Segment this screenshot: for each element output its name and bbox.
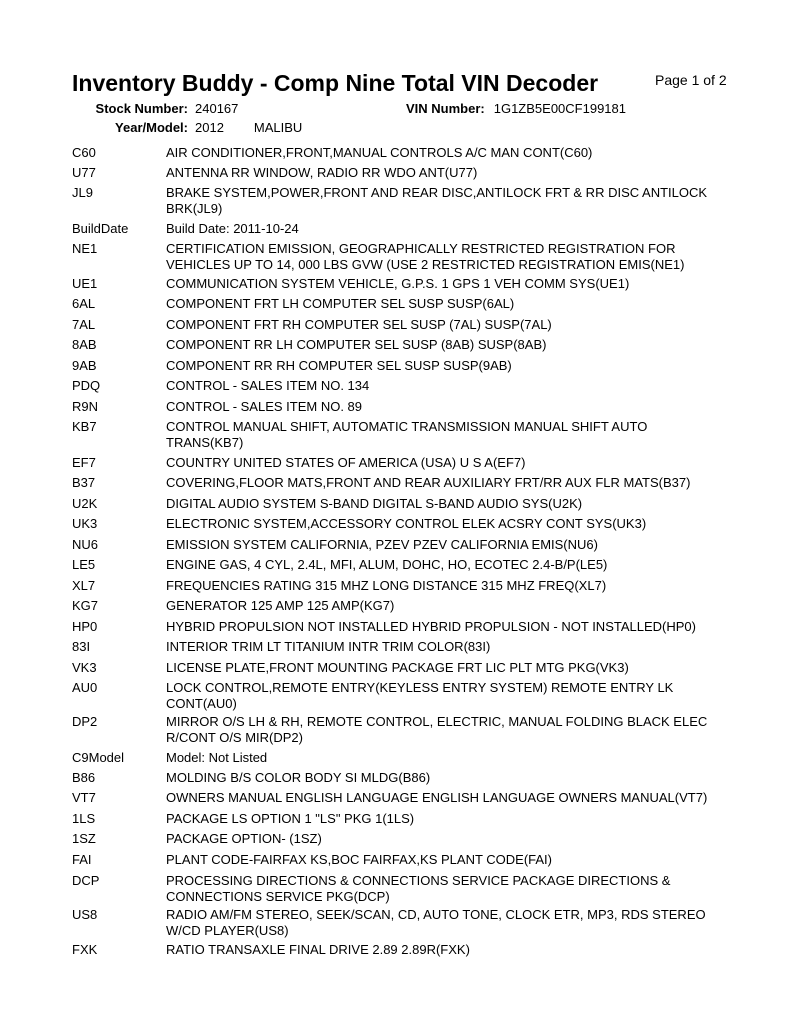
- option-description: CONTROL MANUAL SHIFT, AUTOMATIC TRANSMISSION MANUAL SHIFT AUTO TRANS(KB7): [166, 419, 648, 450]
- vin-number-value: 1G1ZB5E00CF199181: [493, 101, 626, 116]
- option-description: CONTROL - SALES ITEM NO. 134: [166, 378, 370, 393]
- option-code: 1SZ: [72, 831, 96, 846]
- option-description: BRAKE SYSTEM,POWER,FRONT AND REAR DISC,ANTILOCK FRT & RR DISC ANTILOCK BRK(JL9): [166, 185, 708, 216]
- option-code: AU0: [72, 680, 98, 695]
- option-code: U2K: [72, 496, 98, 511]
- option-code: C9Model: [72, 750, 125, 765]
- option-code: VK3: [72, 660, 97, 675]
- option-description: COMPONENT FRT RH COMPUTER SEL SUSP (7AL) SUSP(7AL): [166, 317, 552, 332]
- option-code: BuildDate: [72, 221, 129, 236]
- option-code: DCP: [72, 873, 100, 888]
- option-code: XL7: [72, 578, 96, 593]
- option-description: RADIO AM/FM STEREO, SEEK/SCAN, CD, AUTO TONE, CLOCK ETR, MP3, RDS STEREO W/CD PLAYER(US8): [166, 907, 706, 938]
- option-code: 83I: [72, 639, 91, 654]
- option-description: CONTROL - SALES ITEM NO. 89: [166, 399, 363, 414]
- option-description: COMPONENT RR RH COMPUTER SEL SUSP SUSP(9AB): [166, 358, 512, 373]
- option-description: DIGITAL AUDIO SYSTEM S-BAND DIGITAL S-BAND AUDIO SYS(U2K): [166, 496, 583, 511]
- option-code: NE1: [72, 241, 98, 256]
- option-code: C60: [72, 145, 96, 160]
- option-description: ELECTRONIC SYSTEM,ACCESSORY CONTROL ELEK ACSRY CONT SYS(UK3): [166, 516, 647, 531]
- option-code: UK3: [72, 516, 98, 531]
- option-description: LOCK CONTROL,REMOTE ENTRY(KEYLESS ENTRY SYSTEM) REMOTE ENTRY LK CONT(AU0): [166, 680, 674, 711]
- option-code: 7AL: [72, 317, 96, 332]
- option-description: HYBRID PROPULSION NOT INSTALLED HYBRID PROPULSION - NOT INSTALLED(HP0): [166, 619, 696, 634]
- option-code: US8: [72, 907, 98, 922]
- option-description: PROCESSING DIRECTIONS & CONNECTIONS SERVICE PACKAGE DIRECTIONS & CONNECTIONS SERVICE PKG(DCP): [166, 873, 671, 904]
- option-description: AIR CONDITIONER,FRONT,MANUAL CONTROLS A/C MAN CONT(C60): [166, 145, 593, 160]
- option-description: GENERATOR 125 AMP 125 AMP(KG7): [166, 598, 395, 613]
- option-description: COMMUNICATION SYSTEM VEHICLE, G.P.S. 1 GPS 1 VEH COMM SYS(UE1): [166, 276, 630, 291]
- option-code: 9AB: [72, 358, 97, 373]
- option-code: U77: [72, 165, 96, 180]
- option-code: FAI: [72, 852, 92, 867]
- option-description: COMPONENT FRT LH COMPUTER SEL SUSP SUSP(6AL): [166, 296, 515, 311]
- option-description: MIRROR O/S LH & RH, REMOTE CONTROL, ELECTRIC, MANUAL FOLDING BLACK ELEC R/CONT O/S MIR(DP2): [166, 714, 708, 745]
- option-code: NU6: [72, 537, 99, 552]
- option-description: PLANT CODE-FAIRFAX KS,BOC FAIRFAX,KS PLANT CODE(FAI): [166, 852, 553, 867]
- option-description: Build Date: 2011-10-24: [166, 221, 299, 236]
- option-description: COUNTRY UNITED STATES OF AMERICA (USA) U S A(EF7): [166, 455, 526, 470]
- option-code: 1LS: [72, 811, 96, 826]
- vin-number-label: VIN Number:: [406, 101, 485, 116]
- option-code: B37: [72, 475, 96, 490]
- option-code: DP2: [72, 714, 98, 729]
- option-code: B86: [72, 770, 96, 785]
- stock-number-label: Stock Number:: [95, 101, 188, 116]
- stock-number-value: 240167: [195, 101, 239, 116]
- option-description: PACKAGE LS OPTION 1 "LS" PKG 1(1LS): [166, 811, 415, 826]
- option-code: R9N: [72, 399, 99, 414]
- option-code: KB7: [72, 419, 97, 434]
- option-code: 6AL: [72, 296, 96, 311]
- option-description: FREQUENCIES RATING 315 MHZ LONG DISTANCE 315 MHZ FREQ(XL7): [166, 578, 607, 593]
- option-description: COMPONENT RR LH COMPUTER SEL SUSP (8AB) SUSP(8AB): [166, 337, 547, 352]
- option-description: ENGINE GAS, 4 CYL, 2.4L, MFI, ALUM, DOHC, HO, ECOTEC 2.4-B/P(LE5): [166, 557, 608, 572]
- option-description: LICENSE PLATE,FRONT MOUNTING PACKAGE FRT LIC PLT MTG PKG(VK3): [166, 660, 629, 675]
- report-title: Inventory Buddy - Comp Nine Total VIN Decoder: [72, 70, 599, 96]
- option-code: VT7: [72, 790, 96, 805]
- option-description: OWNERS MANUAL ENGLISH LANGUAGE ENGLISH LANGUAGE OWNERS MANUAL(VT7): [166, 790, 708, 805]
- option-code: PDQ: [72, 378, 101, 393]
- option-description: PACKAGE OPTION- (1SZ): [166, 831, 322, 846]
- model-value: MALIBU: [253, 120, 303, 135]
- option-code: 8AB: [72, 337, 97, 352]
- page-number: Page 1 of 2: [655, 72, 727, 88]
- option-description: ANTENNA RR WINDOW, RADIO RR WDO ANT(U77): [166, 165, 478, 180]
- option-description: MOLDING B/S COLOR BODY SI MLDG(B86): [166, 770, 431, 785]
- option-code: EF7: [72, 455, 96, 470]
- option-description: CERTIFICATION EMISSION, GEOGRAPHICALLY RESTRICTED REGISTRATION FOR VEHICLES UP TO 14, 000 LBS GVW (USE 2 RESTRICTED REGISTRATION EMIS(NE1): [166, 241, 685, 272]
- option-code: LE5: [72, 557, 96, 572]
- option-description: RATIO TRANSAXLE FINAL DRIVE 2.89 2.89R(FXK): [166, 942, 470, 957]
- option-code: KG7: [72, 598, 99, 613]
- option-code: JL9: [72, 185, 93, 200]
- option-description: COVERING,FLOOR MATS,FRONT AND REAR AUXILIARY FRT/RR AUX FLR MATS(B37): [166, 475, 691, 490]
- year-model-label: Year/Model:: [115, 120, 188, 135]
- year-value: 2012: [195, 120, 224, 135]
- option-code: HP0: [72, 619, 98, 634]
- option-code: FXK: [72, 942, 98, 957]
- option-description: INTERIOR TRIM LT TITANIUM INTR TRIM COLOR(83I): [166, 639, 491, 654]
- option-description: Model: Not Listed: [166, 750, 268, 765]
- option-code: UE1: [72, 276, 98, 291]
- option-description: EMISSION SYSTEM CALIFORNIA, PZEV PZEV CALIFORNIA EMIS(NU6): [166, 537, 598, 552]
